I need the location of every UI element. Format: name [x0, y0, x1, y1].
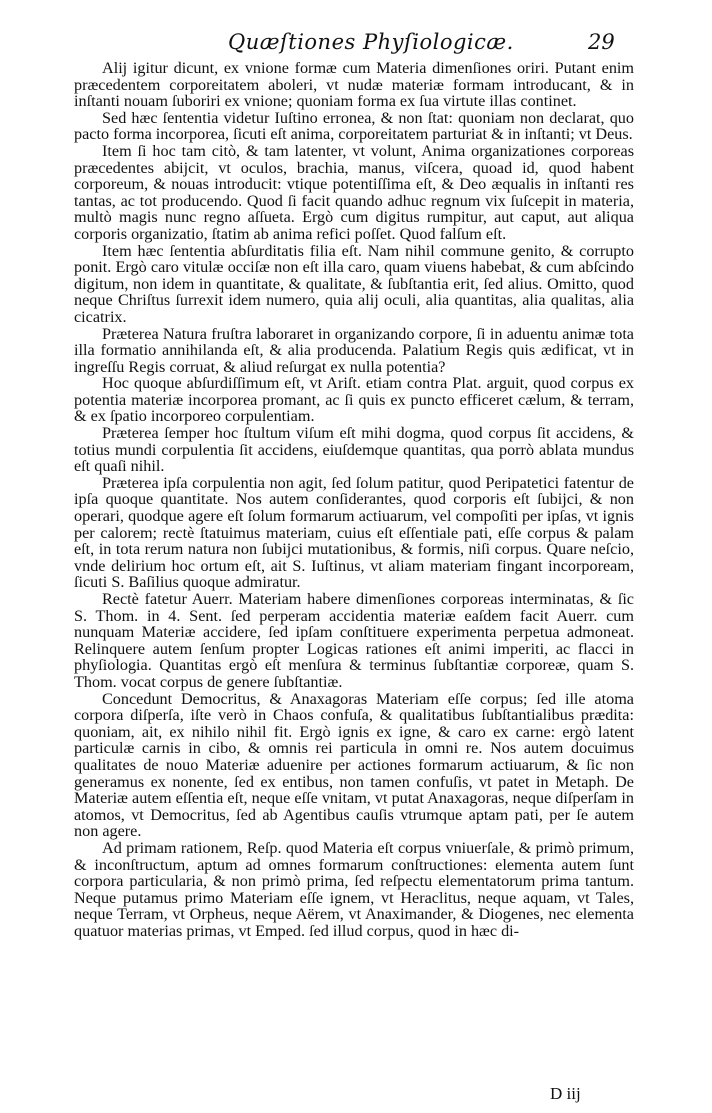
- paragraph: Ad primam rationem, Reſp. quod Materia eſt corpus vniuerſale, & primò primum, & inconſtructum, aptum ad omnes formarum conſtructiones: elementa autem ſunt corpora particularia, & non primò prima, ſed reſpectu elementatorum prima tantum. Neque putamus primo Materiam eſſe ignem, vt Heraclitus, neque aquam, vt Tales, neque Terram, vt Orpheus, neque Aërem, vt Anaximander, & Diogenes, nec elementa quatuor materias primas, vt Emped. ſed illud corpus, quod in hæc di-: [74, 838, 634, 940]
- paragraph: Alij igitur dicunt, ex vnione formæ cum Materia dimenſiones oriri. Putant enim præcedentem corporeitatem aboleri, vt nudæ materiæ formam introducant, & in inſtanti nouam ſuboriri ex vnione; quoniam forma ex ſua virtute illas continet.: [74, 59, 634, 111]
- paragraph: Hoc quoque abſurdiſſimum eſt, vt Ariſt. etiam contra Plat. arguit, quod corpus ex potentia materiæ incorporea promant, ac ſi quis ex puncto efficeret cælum, & terram, & ex ſpatio incorporeo corpulentiam.: [74, 374, 634, 426]
- paragraph: Sed hæc ſententia videtur Iuſtino erronea, & non ſtat: quoniam non declarat, quo pacto forma incorporea, ſicuti eſt anima, corporeitatem parturiat & in inſtanti; vt Deus.: [74, 108, 634, 144]
- paragraph: Item ſi hoc tam citò, & tam latenter, vt volunt, Anima organizationes corporeas præcedentes abijcit, vt oculos, brachia, manus, viſcera, quoad id, quod habent corporeum, & nouas introducit: vtique potentiſſima eſt, & Deo æqualis in inſtanti res tantas, ac tot producendo. Quod ſi facit quando adhuc regnum vix ſuſcepit in materia, multò magis nunc regno aſſueta. Ergò cum digitus rumpitur, aut caput, aut aliqua corporis organizatio, ſtatim ab anima refici poſſet. Quod falſum eſt.: [74, 141, 634, 243]
- body-text: [74, 60, 634, 939]
- paragraph: Rectè fatetur Auerr. Materiam habere dimenſiones corporeas interminatas, & ſic S. Thom. in 4. Sent. ſed perperam accidentia materiæ eaſdem facit Auerr. cum nunquam Materiæ accidere, ſed ipſam conſtituere experimenta perpetua admoneat. Relinquere autem ſenſum propter Logicas rationes eſt animi imperiti, ac flacci in phyſiologia. Quantitas ergò eſt menſura & terminus ſubſtantiæ corporeæ, quam S. Thom. vocat corpus de genere ſubſtantiæ.: [74, 590, 634, 691]
- signature-mark: D iij: [550, 1084, 581, 1103]
- paragraph: Item hæc ſententia abſurditatis filia eſt. Nam nihil commune genito, & corrupto ponit. Ergò caro vitulæ occiſæ non eſt illa caro, quam viuens habebat, & cum abſcindo digitum, non idem in quantitate, & qualitate, & ſubſtantia erit, ſed alius. Omitto, quod neque Chriſtus ſurrexit idem numero, quia alij oculi, alia quantitas, alia qualitas, alia cicatrix.: [74, 241, 634, 326]
- paragraph: Præterea Natura fruſtra laboraret in organizando corpore, ſi in aduentu animæ tota illa formatio annihilanda eſt, & alia producenda. Palatium Regis quis ædificat, vt in ingreſſu Regis corruat, & aliud reſurgat ex nulla potentia?: [74, 324, 634, 376]
- page-footer: [0, 1084, 712, 1108]
- paragraph: Concedunt Democritus, & Anaxagoras Materiam eſſe corpus; ſed ille atoma corpora diſperſa, iſte verò in Chaos confuſa, & qualitatibus ſubſtantialibus prædita: quoniam, ait, ex nihilo nihil fit. Ergò ignis ex igne, & caro ex carne: ergò latent particulæ carnis in cibo, & omnis rei particula in omni re. Nos autem docuimus qualitates de nouo Materiæ aduenire per actiones formarum actiuarum, & ſic non generamus ex nonente, ſed ex entibus, non tamen confuſis, vt patet in Metaph. De Materiæ autem eſſentia eſt, neque eſſe vnitam, vt putat Anaxagoras, neque diſperſam in atomos, vt Democritus, ſed ab Agentibus cauſis vtrumque aptam pati, per ſe autem non agere.: [74, 689, 634, 841]
- running-title: Quæſtiones Phyſiologicæ.: [228, 30, 514, 54]
- page-number: 29: [588, 30, 615, 54]
- paragraph: Præterea ipſa corpulentia non agit, ſed ſolum patitur, quod Peripatetici fatentur de ipſa quoque quantitate. Nos autem conſiderantes, quod corporis eſt ſubijci, & non operari, quodque agere eſt ſolum formarum actiuarum, vel compoſiti per ipſas, vt ignis per calorem; rectè ſtatuimus materiam, cuius eſt eſſentiale pati, eſſe corpus & palam eſt, in tota rerum natura non ſubijci mutationibus, & formis, niſi corpus. Quare neſcio, vnde delirium hoc ortum eſt, ait S. Iuſtinus, vt aliam materiam fingant incorpoream, ſicuti S. Baſilius quoque admiratur.: [74, 473, 634, 592]
- paragraph: Præterea ſemper hoc ſtultum viſum eſt mihi dogma, quod corpus ſit accidens, & totius mundi corpulentia ſit accidens, eiuſdemque quantitas, qua porrò ablata mundus eſt quaſi nihil.: [74, 424, 634, 476]
- page-header: [0, 26, 712, 60]
